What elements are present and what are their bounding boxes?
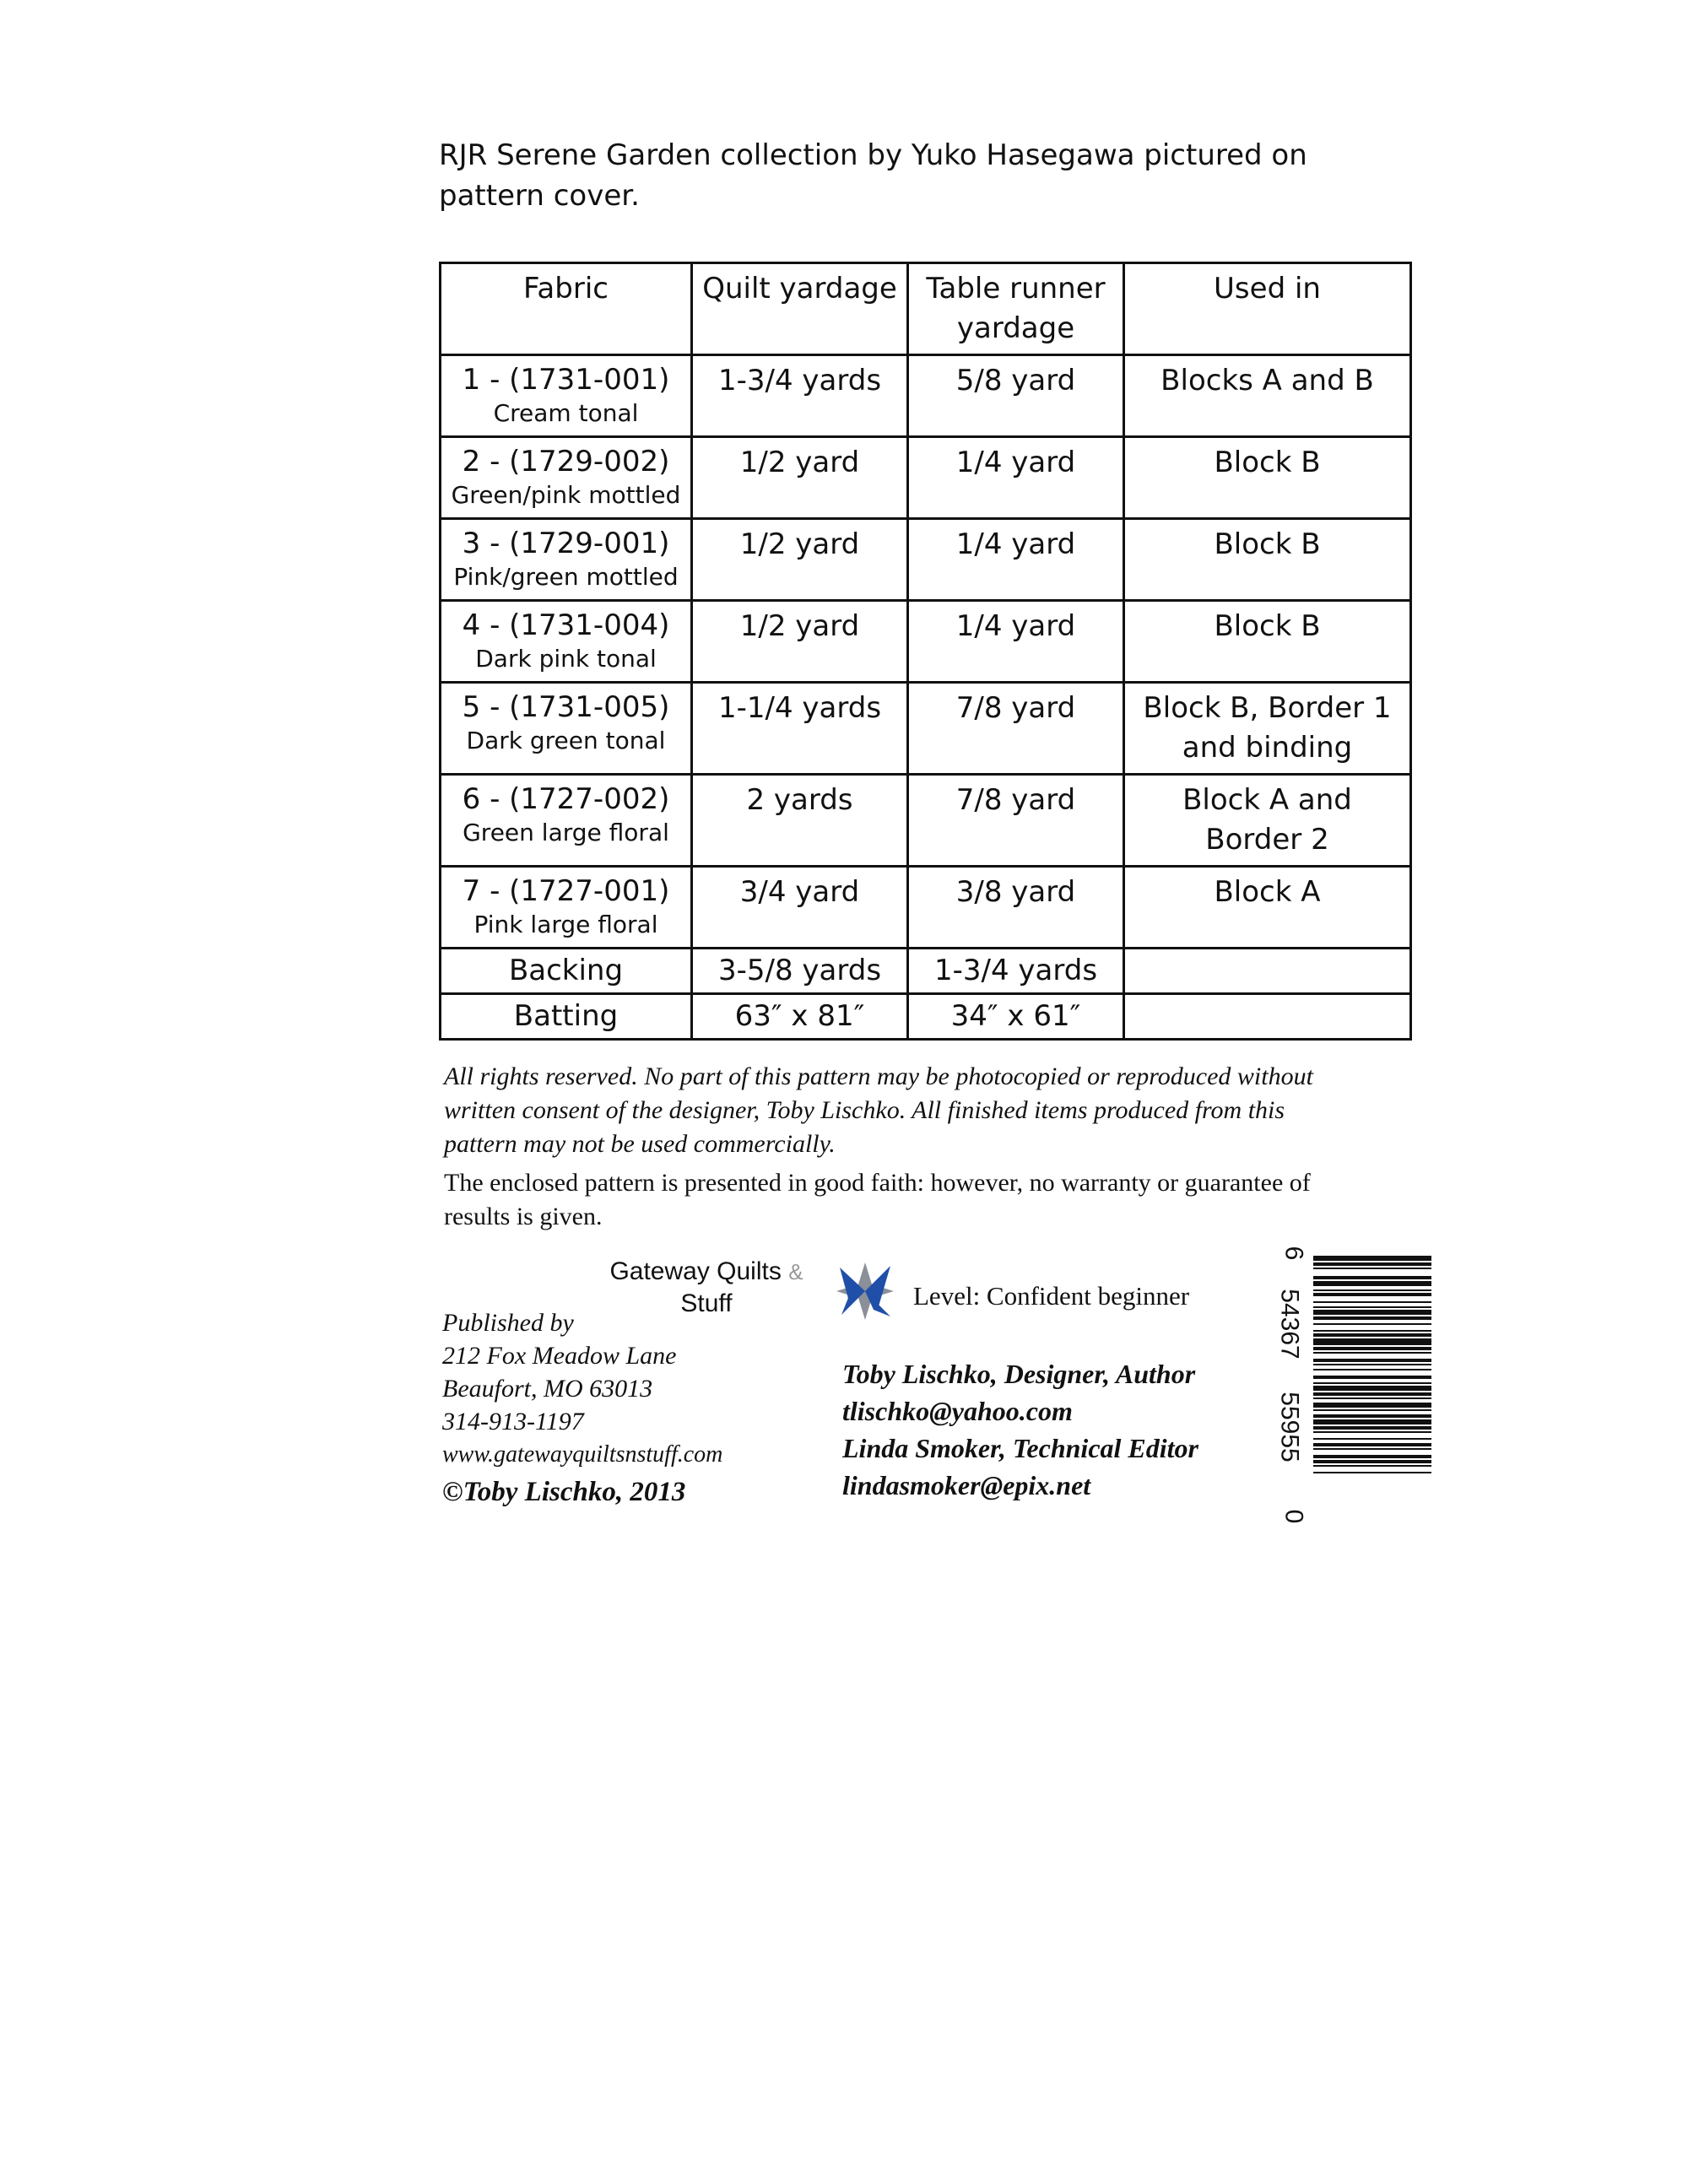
barcode-bar <box>1313 1431 1431 1433</box>
used-in: Block B <box>1124 437 1411 519</box>
fabric-desc: Pink/green mottled <box>453 563 679 591</box>
barcode-digit-group-2: 55955 <box>1275 1392 1304 1462</box>
barcode-bar <box>1313 1369 1431 1370</box>
barcode-bar <box>1313 1419 1431 1424</box>
barcode-bar <box>1313 1460 1431 1463</box>
barcode-bar <box>1313 1333 1431 1337</box>
header-runner-yardage: Table runner yardage <box>908 263 1124 355</box>
header-used-in: Used in <box>1124 263 1411 355</box>
rights-notice <box>444 1060 1339 1234</box>
barcode-bar <box>1313 1465 1431 1467</box>
publisher-info <box>442 1306 830 1471</box>
quilt-yardage: 1/2 yard <box>692 437 908 519</box>
backing-quilt: 3-5/8 yards <box>692 949 908 994</box>
table-row <box>441 519 1411 601</box>
quilt-yardage: 2 yards <box>692 775 908 867</box>
skill-level: Level: Confident beginner <box>913 1281 1190 1311</box>
fabric-desc: Dark pink tonal <box>475 645 657 673</box>
table-row <box>441 683 1411 775</box>
fabric-desc: Pink large floral <box>473 911 658 938</box>
editor-email: lindasmoker@epix.net <box>842 1470 1091 1500</box>
fabric-desc: Cream tonal <box>493 399 639 427</box>
barcode-bar <box>1313 1392 1431 1396</box>
fabric-code: 5 - (1731-005) <box>462 690 670 724</box>
fabric-cell <box>441 775 692 867</box>
table-row-backing <box>441 949 1411 994</box>
designer-email: tlischko@yahoo.com <box>842 1396 1073 1426</box>
publisher-city: Beaufort, MO 63013 <box>442 1375 653 1403</box>
barcode-bar <box>1313 1382 1431 1384</box>
brand-line-1: Gateway Quilts <box>609 1257 782 1285</box>
barcode-digit-2: 0 <box>1280 1509 1308 1524</box>
barcode-bar <box>1313 1448 1431 1450</box>
runner-yardage: 1/4 yard <box>908 519 1124 601</box>
barcode-bar <box>1313 1262 1431 1266</box>
used-in: Block B, Border 1 and binding <box>1124 683 1411 775</box>
fabric-cell <box>441 355 692 437</box>
table-row-batting <box>441 994 1411 1040</box>
runner-yardage: 1/4 yard <box>908 601 1124 683</box>
fabric-code: 6 - (1727-002) <box>462 782 670 816</box>
fabric-desc: Dark green tonal <box>466 727 666 754</box>
quilt-yardage: 3/4 yard <box>692 867 908 949</box>
barcode-bar <box>1313 1386 1431 1391</box>
brand-line-2: Stuff <box>680 1289 733 1317</box>
table-row <box>441 355 1411 437</box>
publisher-address: 212 Fox Meadow Lane <box>442 1342 677 1370</box>
copyright-line: ©Toby Lischko, 2013 <box>442 1477 686 1507</box>
barcode-bar <box>1313 1443 1431 1446</box>
fabric-desc: Green/pink mottled <box>451 481 681 509</box>
credits-block <box>842 1355 1281 1504</box>
fabric-code: 2 - (1729-002) <box>462 445 670 478</box>
table-header-row <box>441 263 1411 355</box>
designer-credit: Toby Lischko, Designer, Author <box>842 1359 1196 1389</box>
barcode-digit-1: 6 <box>1280 1246 1308 1261</box>
quilt-yardage: 1-1/4 yards <box>692 683 908 775</box>
runner-yardage: 7/8 yard <box>908 775 1124 867</box>
barcode-bar <box>1313 1276 1431 1279</box>
barcode-bar <box>1313 1338 1431 1345</box>
barcode-digit-group-1: 54367 <box>1275 1289 1304 1360</box>
used-in: Block A and Border 2 <box>1124 775 1411 867</box>
quilt-yardage: 1-3/4 yards <box>692 355 908 437</box>
header-fabric: Fabric <box>441 263 692 355</box>
fabric-code: 3 - (1729-001) <box>462 527 670 560</box>
used-in: Block B <box>1124 519 1411 601</box>
collection-note: RJR Serene Garden collection by Yuko Hasegawa pictured on pattern cover. <box>439 138 1307 213</box>
fabric-code: 1 - (1731-001) <box>462 363 670 397</box>
table-row <box>441 775 1411 867</box>
backing-label: Backing <box>441 949 692 994</box>
runner-yardage: 3/8 yard <box>908 867 1124 949</box>
batting-label: Batting <box>441 994 692 1040</box>
header-quilt-yardage: Quilt yardage <box>692 263 908 355</box>
barcode-bar <box>1313 1316 1431 1320</box>
barcode-bar <box>1313 1397 1431 1399</box>
barcode-bar <box>1313 1409 1431 1411</box>
barcode-bar <box>1313 1364 1431 1365</box>
fabric-cell <box>441 519 692 601</box>
used-in: Block A <box>1124 867 1411 949</box>
barcode-bar <box>1313 1293 1431 1296</box>
barcode-bar <box>1313 1438 1431 1440</box>
publisher-phone: 314-913-1197 <box>442 1408 584 1435</box>
brand-ampersand: & <box>788 1259 803 1284</box>
barcode-bar <box>1313 1426 1431 1430</box>
table-row <box>441 601 1411 683</box>
barcode-bar <box>1313 1256 1431 1261</box>
barcode-bar <box>1313 1330 1431 1332</box>
barcode-bar <box>1313 1306 1431 1308</box>
barcode-bar <box>1313 1376 1431 1379</box>
barcode-bar <box>1313 1289 1431 1291</box>
fabric-cell <box>441 601 692 683</box>
used-in: Blocks A and B <box>1124 355 1411 437</box>
barcode-bar <box>1313 1310 1431 1315</box>
barcode-bar <box>1313 1414 1431 1418</box>
barcode-bar <box>1313 1352 1431 1354</box>
star-logo-icon <box>831 1257 899 1325</box>
barcode-bar <box>1313 1268 1431 1269</box>
rights-reserved-text: All rights reserved. No part of this pattern may be photocopied or reproduced without written consent of the designer, Toby Lischko. All finished items produced from this pattern may not be used commercially. <box>444 1062 1313 1158</box>
barcode-bar <box>1313 1347 1431 1350</box>
barcode-bar <box>1313 1281 1431 1286</box>
table-row <box>441 867 1411 949</box>
batting-runner: 34″ x 61″ <box>908 994 1124 1040</box>
runner-yardage: 1/4 yard <box>908 437 1124 519</box>
barcode-bar <box>1313 1301 1431 1303</box>
backing-used <box>1124 949 1411 994</box>
upc-barcode <box>1275 1239 1435 1531</box>
runner-yardage: 7/8 yard <box>908 683 1124 775</box>
fabric-desc: Green large floral <box>463 819 669 846</box>
quilt-yardage: 1/2 yard <box>692 519 908 601</box>
barcode-bars-icon <box>1283 1239 1435 1531</box>
used-in: Block B <box>1124 601 1411 683</box>
barcode-bar <box>1313 1403 1431 1408</box>
fabric-requirements-table <box>439 262 1412 1041</box>
table-row <box>441 437 1411 519</box>
batting-quilt: 63″ x 81″ <box>692 994 908 1040</box>
warranty-text: The enclosed pattern is presented in good faith: however, no warranty or guarantee of results is given. <box>444 1169 1311 1230</box>
fabric-cell <box>441 437 692 519</box>
fabric-cell <box>441 867 692 949</box>
editor-credit: Linda Smoker, Technical Editor <box>842 1433 1198 1463</box>
barcode-bar <box>1313 1323 1431 1325</box>
quilt-yardage: 1/2 yard <box>692 601 908 683</box>
published-by-label: Published by <box>442 1309 574 1337</box>
backing-runner: 1-3/4 yards <box>908 949 1124 994</box>
runner-yardage: 5/8 yard <box>908 355 1124 437</box>
fabric-cell <box>441 683 692 775</box>
barcode-bar <box>1313 1359 1431 1362</box>
fabric-code: 4 - (1731-004) <box>462 608 670 642</box>
barcode-bar <box>1313 1472 1431 1473</box>
batting-used <box>1124 994 1411 1040</box>
barcode-bar <box>1313 1455 1431 1458</box>
fabric-code: 7 - (1727-001) <box>462 874 670 908</box>
publisher-website: www.gatewayquiltsnstuff.com <box>442 1441 723 1468</box>
